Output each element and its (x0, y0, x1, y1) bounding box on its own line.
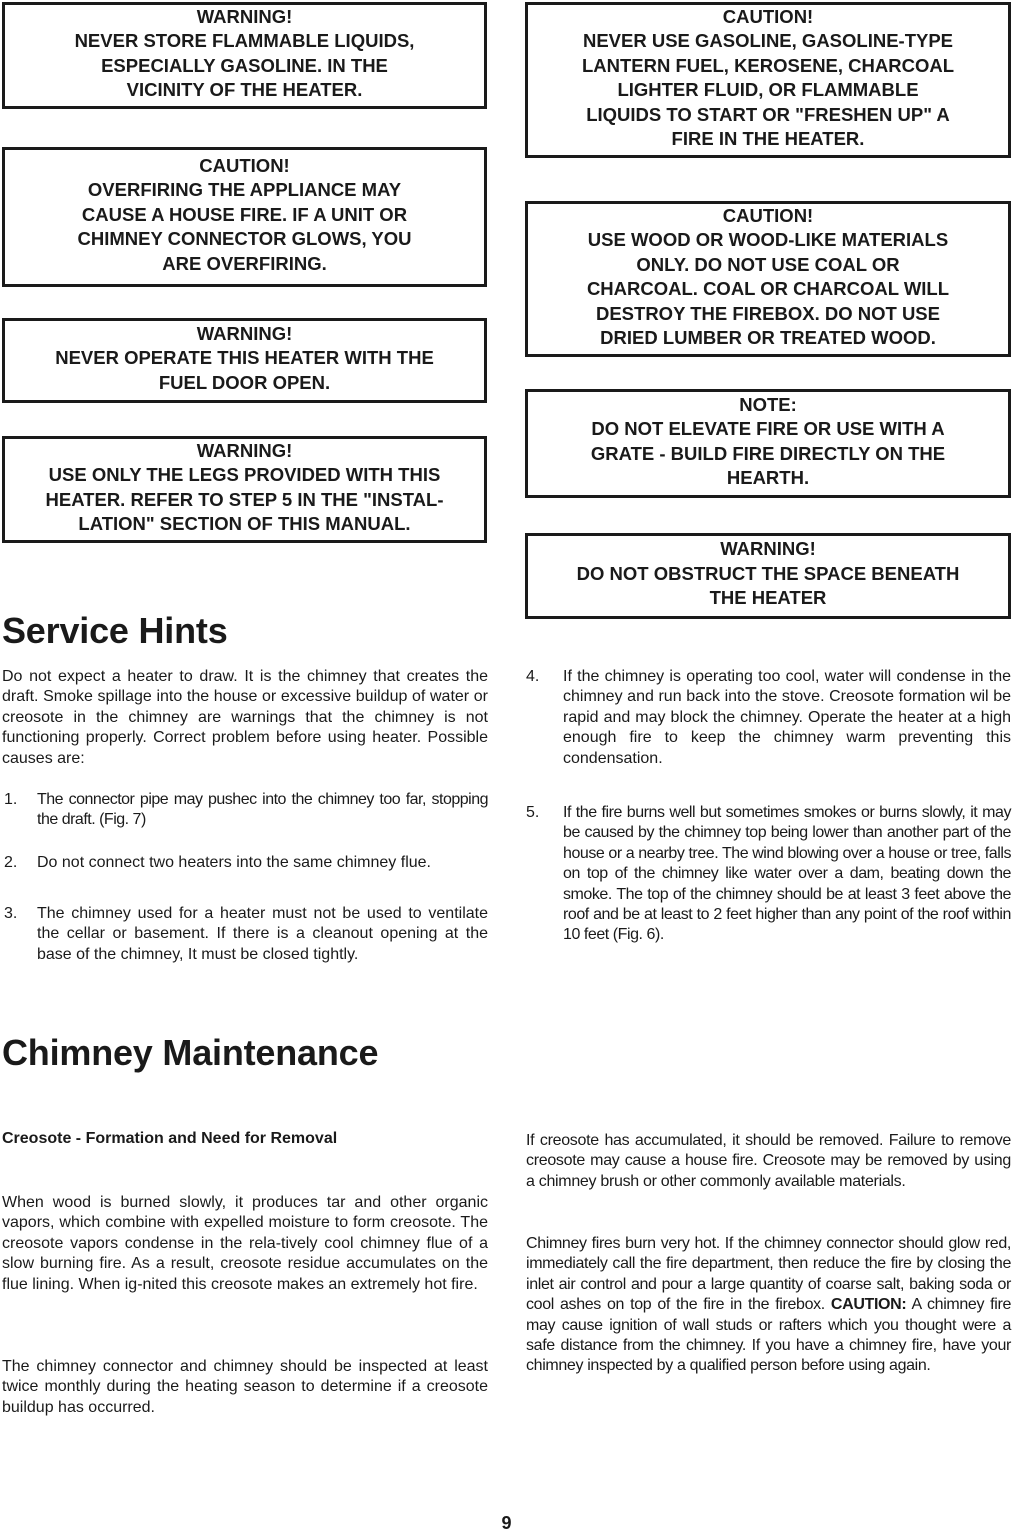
box-line: HEATER. REFER TO STEP 5 IN THE "INSTAL- (45, 488, 444, 510)
box-title: CAUTION! (722, 204, 814, 226)
list-item-number: 4. (526, 668, 540, 685)
list-item (4, 790, 488, 832)
chimney-fire-text-end: A chimney fire may cause ignition of wall studs or rafters which you thought were a safe distance from the chimney. If you have a chimney fire, have your chimney inspected by a qualified person before using again. (526, 1296, 1011, 1375)
box-line: DO NOT ELEVATE FIRE OR USE WITH A (591, 418, 945, 439)
caution-box-overfiring (2, 147, 487, 287)
list-item (4, 853, 488, 875)
box-line: USE WOOD OR WOOD-LIKE MATERIALS (587, 229, 949, 250)
box-line: DRIED LUMBER OR TREATED WOOD. (600, 327, 936, 348)
caution-box-gasoline (525, 2, 1011, 158)
caution-box-wood-materials (525, 201, 1011, 357)
list-item-text: The connector pipe may pushec into the chimney too far, stopping the draft. (Fig. 7) (37, 791, 488, 829)
box-line: LIQUIDS TO START OR "FRESHEN UP" A (586, 103, 950, 125)
box-line: FIRE IN THE HEATER. (671, 128, 865, 149)
note-box-grate (525, 389, 1011, 498)
box-line: NEVER STORE FLAMMABLE LIQUIDS, (74, 30, 415, 51)
box-line: DESTROY THE FIREBOX. DO NOT USE (595, 302, 940, 324)
box-line: USE ONLY THE LEGS PROVIDED WITH THIS (48, 464, 441, 485)
box-line: CHIMNEY CONNECTOR GLOWS, YOU (77, 228, 412, 250)
creosote-subheading: Creosote - Formation and Need for Removal (2, 1130, 338, 1147)
list-item-text: If the fire burns well but sometimes smokes or burns slowly, it may be caused by the chimney top being lower than another part of the house or a nearby tree. The wind blowing over a house or tree, falls on top of the chimney like water over a dam, beating down the smoke. The top of the chimney should be at least 3 feet above the roof and be at least to 2 feet higher than any point of the roof within 10 feet (Fig. 6). (563, 804, 1011, 944)
box-title: WARNING! (720, 538, 816, 560)
creosote-paragraph-1: When wood is burned slowly, it produces tar and other organic vapors, which combine with expelled moisture to form creosote. The creosote vapors condense in the rela-tively cool chimney flue of a slow burning fire. As a result, creosote residue accumulates on the flue lining. When ig-nited this creosote makes an extremely hot fire. (2, 1194, 488, 1293)
box-line: DO NOT OBSTRUCT THE SPACE BENEATH (576, 562, 960, 584)
box-line: ONLY. DO NOT USE COAL OR (636, 253, 900, 275)
list-item (526, 667, 1011, 771)
warning-box-legs (2, 436, 487, 543)
service-hints-intro: Do not expect a heater to draw. It is the chimney that creates the draft. Smoke spillage into the house or excessive buildup of water or creosote in the chimney are warnings that the chimney is not functioning properly. Correct problem before using heater. Possible causes are: (2, 668, 488, 767)
box-title: CAUTION! (199, 154, 290, 176)
list-item (526, 803, 1011, 987)
box-title: WARNING! (196, 5, 293, 27)
box-line: OVERFIRING THE APPLIANCE MAY (87, 179, 402, 201)
creosote-paragraph-2: The chimney connector and chimney should be inspected at least twice monthly during the heating season to determine if a creosote buildup has occurred. (2, 1358, 488, 1416)
creosote-paragraph-3: If creosote has accumulated, it should be removed. Failure to remove creosote may cause a house fire. Creosote may be removed by using a chimney brush or other commonly available materials. (526, 1132, 1011, 1190)
warning-box-space-beneath (525, 533, 1011, 619)
chimney-fire-text-start: Chimney fires burn very hot. If the chimney connector should glow red, immediately call the fire department, then reduce the fire by closing the inlet air control and pour a large quantity of coarse salt, baking soda or cool ashes on top of the fire in the firebox. (526, 1235, 1011, 1314)
box-line: LATION" SECTION OF THIS MANUAL. (78, 513, 411, 534)
box-line: CHARCOAL. COAL OR CHARCOAL WILL (586, 278, 950, 299)
chimney-fire-paragraph (526, 1234, 1011, 1377)
chimney-maintenance-heading: Chimney Maintenance (2, 1032, 379, 1073)
box-line: THE HEATER (709, 587, 827, 609)
list-item-text: The chimney used for a heater must not be used to ventilate the cellar or basement. If there is a cleanout opening at the base of the chimney, It must be closed tightly. (37, 905, 488, 963)
list-item (4, 904, 488, 988)
list-item-text: If the chimney is operating too cool, water will condense in the chimney and run back into the stove. Creosote formation wil be rapid and may block the chimney. Operate the heater at a high enough fire to keep the chimney warm preventing this condensation. (563, 668, 1011, 767)
list-item-number: 3. (4, 905, 18, 922)
box-title: WARNING! (196, 322, 293, 344)
box-line: ESPECIALLY GASOLINE. IN THE (101, 54, 388, 76)
list-item-number: 5. (526, 804, 540, 821)
box-line: FUEL DOOR OPEN. (158, 371, 331, 393)
list-item-number: 1. (4, 791, 18, 808)
box-line: NEVER USE GASOLINE, GASOLINE-TYPE (582, 30, 954, 51)
warning-box-fuel-door (2, 318, 487, 403)
page-number: 9 (501, 1513, 512, 1533)
list-item-text: Do not connect two heaters into the same chimney flue. (37, 854, 431, 871)
caution-label: CAUTION: (830, 1296, 907, 1314)
warning-box-flammable-liquids (2, 2, 487, 109)
box-title: CAUTION! (722, 5, 814, 27)
box-line: NEVER OPERATE THIS HEATER WITH THE (55, 347, 434, 369)
box-line: CAUSE A HOUSE FIRE. IF A UNIT OR (81, 203, 408, 225)
box-title: WARNING! (196, 439, 293, 461)
box-line: ARE OVERFIRING. (162, 252, 327, 274)
box-line: GRATE - BUILD FIRE DIRECTLY ON THE (590, 442, 946, 464)
box-line: LANTERN FUEL, KEROSENE, CHARCOAL (581, 54, 955, 76)
box-title: NOTE: (739, 393, 797, 415)
list-item-number: 2. (4, 854, 18, 871)
box-line: VICINITY OF THE HEATER. (126, 79, 363, 100)
box-line: LIGHTER FLUID, OR FLAMMABLE (617, 79, 919, 100)
box-line: HEARTH. (726, 467, 810, 488)
service-hints-heading: Service Hints (2, 610, 228, 651)
